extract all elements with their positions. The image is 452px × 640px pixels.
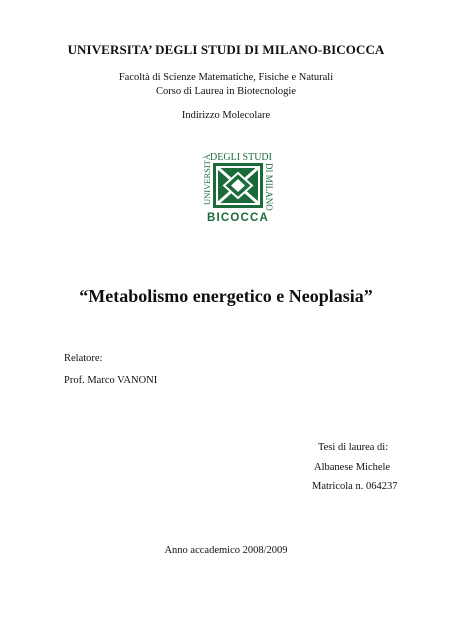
university-name: UNIVERSITA’ DEGLI STUDI DI MILANO-BICOCCA [67,42,385,57]
thesis-title: “Metabolismo energetico e Neoplasia” [79,286,373,306]
university-logo [201,149,275,224]
supervisor-label: Relatore: [64,353,103,364]
course-name: Corso di Laurea in Biotecnologie [156,86,296,97]
faculty-name: Facoltà di Scienze Matematiche, Fisiche e Naturali [118,72,334,83]
logo-right-text: DI MILANO [264,163,274,211]
candidate-name: Albanese Michele [314,462,391,473]
logo-left-text: UNIVERSITÀ [202,154,212,205]
candidate-matricola: Matricola n. 064237 [312,481,398,492]
logo-top-text: DEGLI STUDI [210,152,272,163]
academic-year: Anno accademico 2008/2009 [164,545,288,556]
candidate-label: Tesi di laurea di: [318,442,389,453]
supervisor-name: Prof. Marco VANONI [64,375,158,386]
track-name: Indirizzo Molecolare [181,110,271,121]
logo-bottom-text: BICOCCA [206,212,270,224]
